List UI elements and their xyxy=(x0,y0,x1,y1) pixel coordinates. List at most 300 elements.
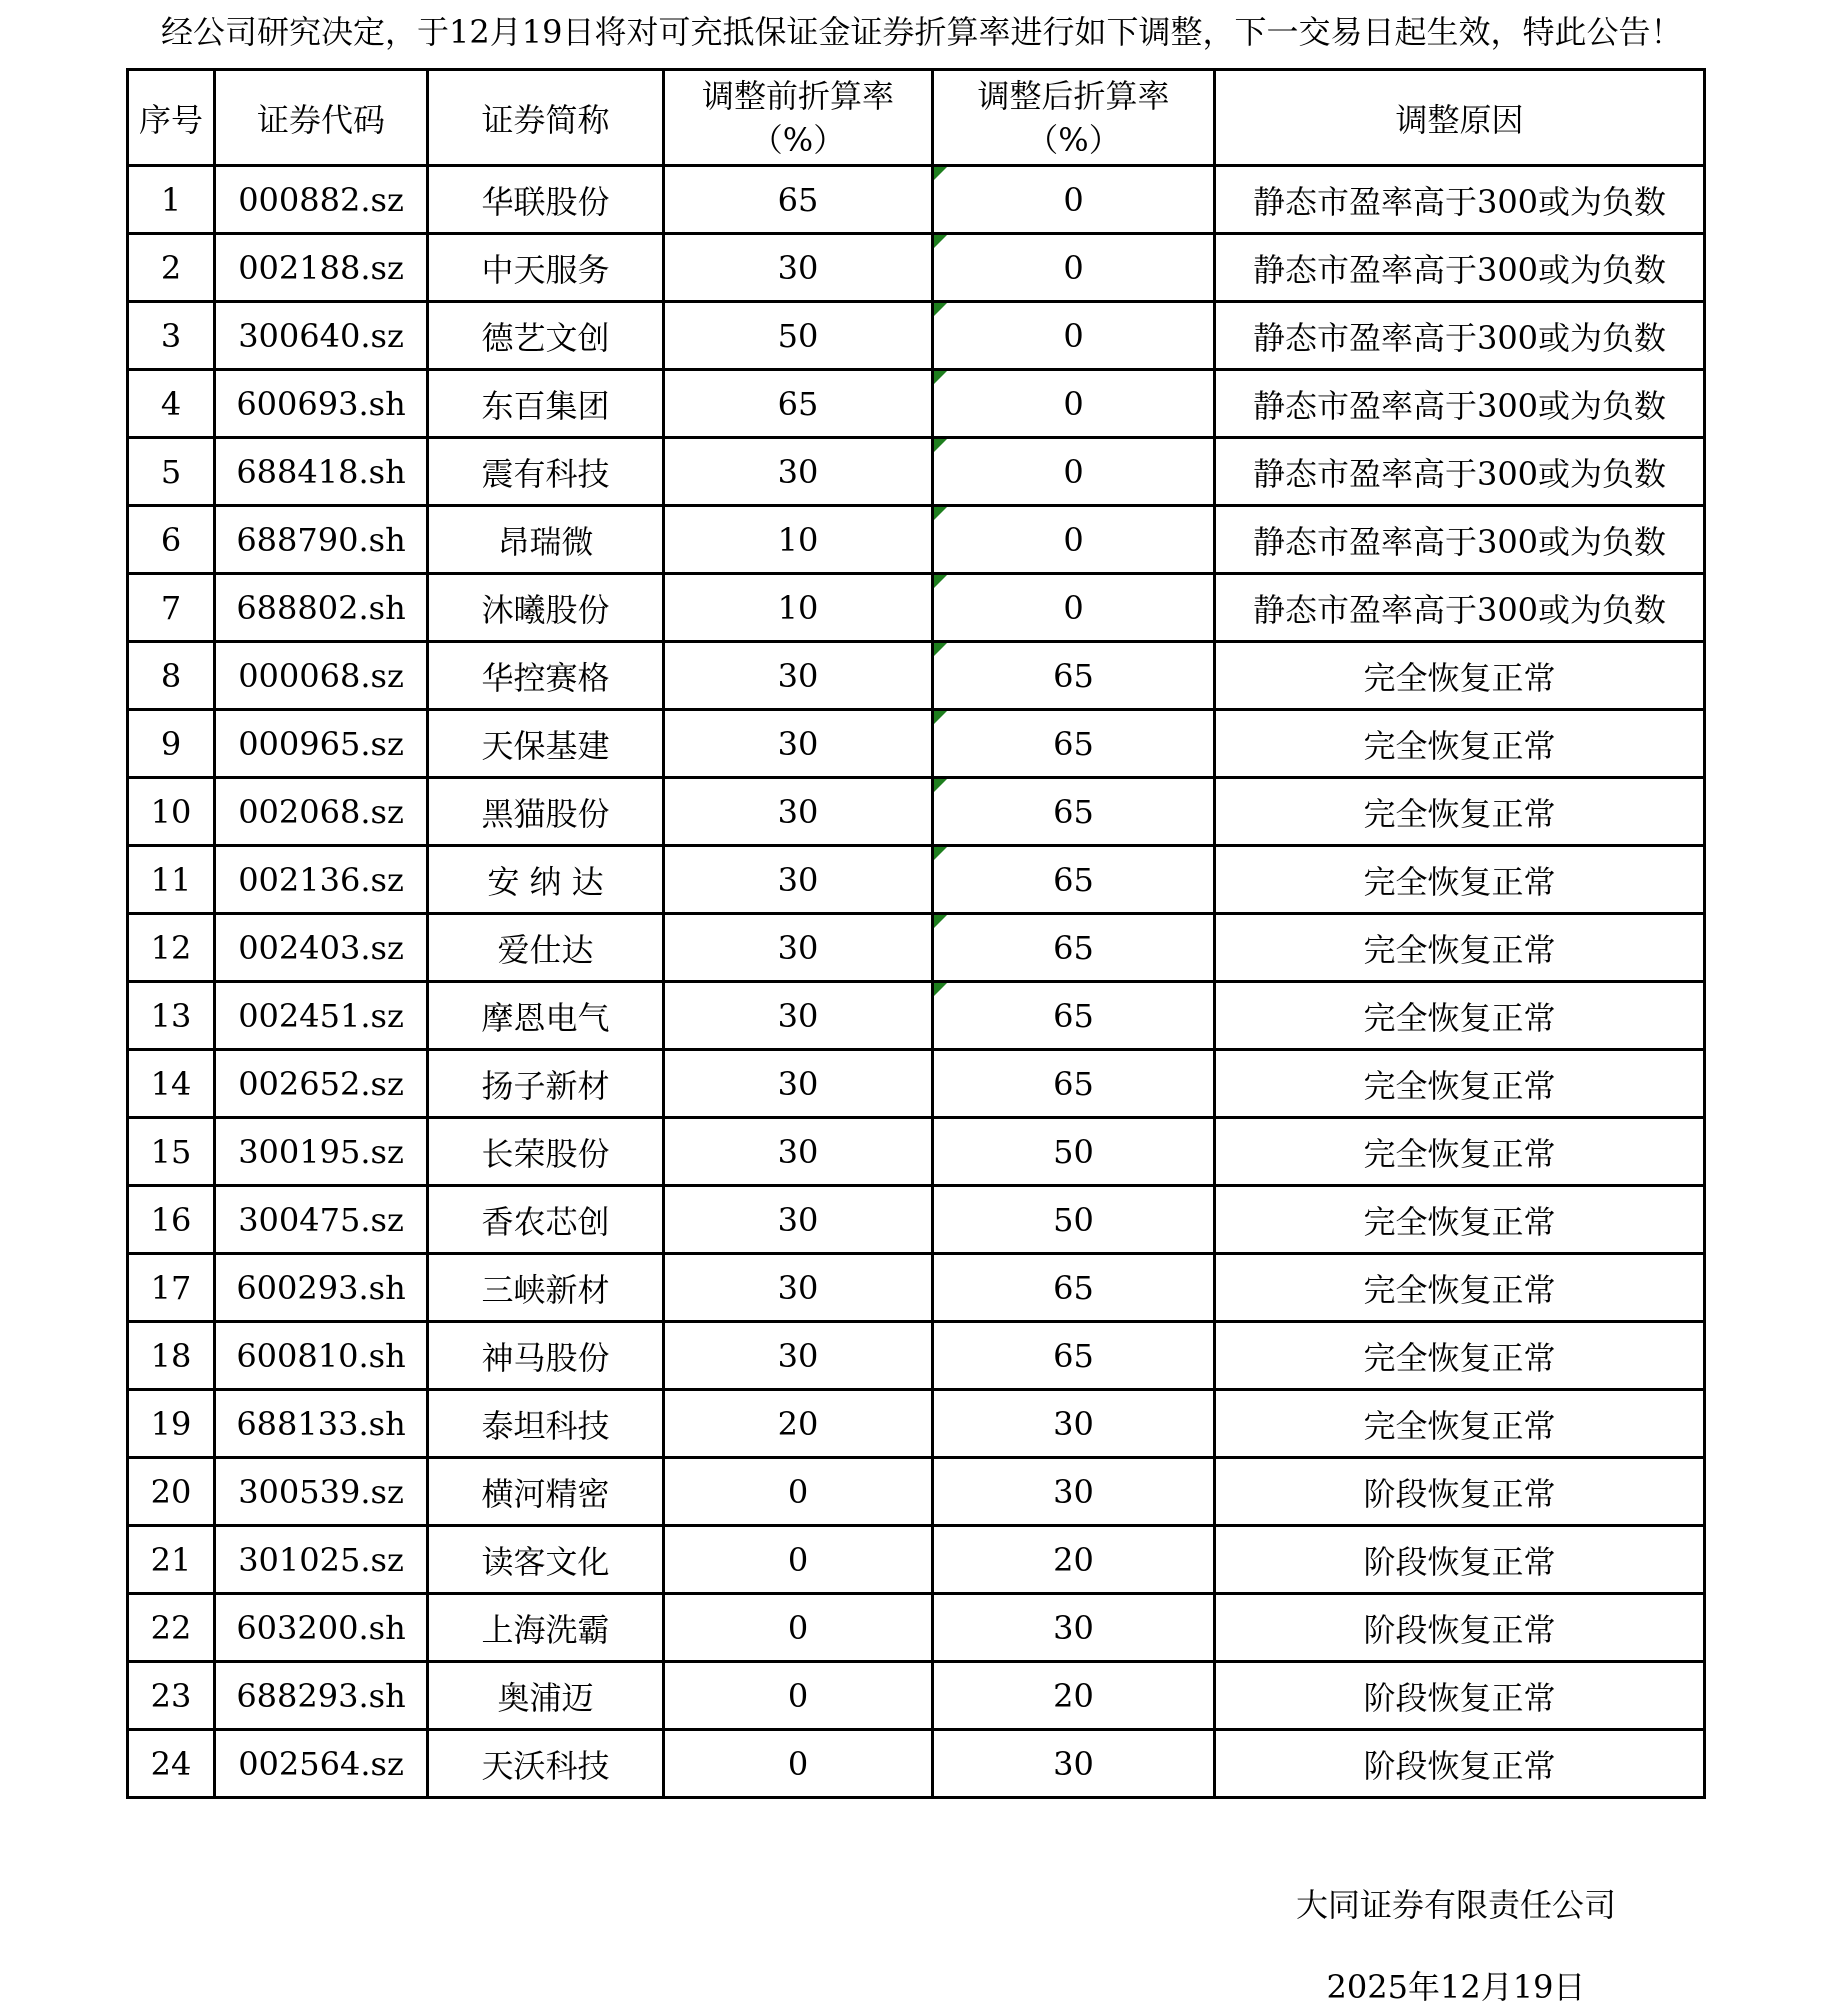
col-header-code xyxy=(215,70,428,166)
cell-no-value: 15 xyxy=(150,1132,192,1171)
cell-reason xyxy=(1215,370,1705,438)
cell-after-rate-value: 0 xyxy=(1063,588,1084,627)
cell-before-rate xyxy=(664,438,933,506)
cell-code-value: 300640.sz xyxy=(238,316,404,355)
cell-before-rate xyxy=(664,1050,933,1118)
cell-before-rate xyxy=(664,1118,933,1186)
cell-no-value: 9 xyxy=(160,724,182,763)
cell-reason-value: 静态市盈率高于300或为负数 xyxy=(1252,454,1667,493)
cell-after-rate-value: 65 xyxy=(1053,1336,1094,1375)
cell-after-rate-value: 0 xyxy=(1063,452,1084,491)
cell-before-rate-value: 30 xyxy=(777,656,819,695)
cell-before-rate xyxy=(664,302,933,370)
cell-name-value: 安 纳 达 xyxy=(487,862,604,901)
cell-name-value: 读客文化 xyxy=(481,1542,610,1581)
company-signature: 大同证券有限责任公司 xyxy=(1295,1886,1616,1924)
cell-code-value: 600810.sh xyxy=(236,1336,406,1375)
table-row xyxy=(128,1118,1705,1186)
cell-name xyxy=(428,642,664,710)
cell-reason xyxy=(1215,1186,1705,1254)
cell-no xyxy=(128,982,215,1050)
cell-reason-value: 完全恢复正常 xyxy=(1363,862,1556,901)
cell-name-value: 爱仕达 xyxy=(497,930,594,969)
cell-reason xyxy=(1215,302,1705,370)
cell-name-value: 泰坦科技 xyxy=(481,1406,610,1445)
cell-after-rate xyxy=(933,1118,1215,1186)
table-row xyxy=(128,506,1705,574)
flag-triangle-icon xyxy=(934,983,947,996)
cell-name xyxy=(428,1662,664,1730)
cell-code-value: 688790.sh xyxy=(236,520,406,559)
flag-triangle-icon xyxy=(934,439,947,452)
cell-code-value: 688802.sh xyxy=(236,588,406,627)
cell-name xyxy=(428,778,664,846)
cell-after-rate-value: 65 xyxy=(1053,1268,1094,1307)
cell-no xyxy=(128,506,215,574)
cell-after-rate-value: 65 xyxy=(1053,792,1094,831)
cell-code-value: 002068.sz xyxy=(238,792,404,831)
cell-after-rate xyxy=(933,778,1215,846)
cell-reason xyxy=(1215,234,1705,302)
cell-code-value: 000068.sz xyxy=(238,656,404,695)
cell-name-value: 震有科技 xyxy=(481,454,610,493)
col-header-no-label: 序号 xyxy=(138,100,203,139)
cell-after-rate-value: 65 xyxy=(1053,656,1094,695)
cell-no-value: 8 xyxy=(160,656,182,695)
cell-code-value: 301025.sz xyxy=(238,1540,404,1579)
flag-triangle-icon xyxy=(934,371,947,384)
cell-name-value: 黑猫股份 xyxy=(481,794,610,833)
signature-block xyxy=(1100,1880,1812,2008)
table-row xyxy=(128,1458,1705,1526)
cell-no-value: 22 xyxy=(150,1608,192,1647)
cell-code-value: 002652.sz xyxy=(238,1064,404,1103)
cell-before-rate xyxy=(664,574,933,642)
cell-code xyxy=(215,846,428,914)
flag-triangle-icon xyxy=(934,167,947,180)
col-header-after-rate-line2: （%） xyxy=(1026,120,1121,159)
cell-reason xyxy=(1215,1390,1705,1458)
col-header-code-label: 证券代码 xyxy=(256,100,385,139)
cell-code xyxy=(215,1526,428,1594)
announcement-date: 2025年12月19日 xyxy=(1326,1968,1586,2006)
cell-before-rate-value: 0 xyxy=(787,1540,809,1579)
cell-reason xyxy=(1215,1254,1705,1322)
cell-name xyxy=(428,1254,664,1322)
cell-reason xyxy=(1215,166,1705,234)
cell-after-rate xyxy=(933,914,1215,982)
cell-no xyxy=(128,1662,215,1730)
cell-name-value: 天保基建 xyxy=(481,726,610,765)
cell-before-rate-value: 0 xyxy=(787,1744,809,1783)
cell-code-value: 300475.sz xyxy=(238,1200,404,1239)
cell-reason xyxy=(1215,438,1705,506)
cell-before-rate-value: 0 xyxy=(787,1608,809,1647)
cell-after-rate xyxy=(933,1390,1215,1458)
cell-name-value: 华联股份 xyxy=(481,182,610,221)
cell-code-value: 300195.sz xyxy=(238,1132,404,1171)
cell-code xyxy=(215,1662,428,1730)
flag-triangle-icon xyxy=(934,303,947,316)
cell-before-rate-value: 30 xyxy=(777,1268,819,1307)
cell-code-value: 002188.sz xyxy=(238,248,404,287)
cell-before-rate-value: 30 xyxy=(777,1200,819,1239)
cell-reason-value: 完全恢复正常 xyxy=(1363,1406,1556,1445)
cell-after-rate xyxy=(933,574,1215,642)
cell-reason xyxy=(1215,982,1705,1050)
cell-no xyxy=(128,1254,215,1322)
cell-no xyxy=(128,642,215,710)
cell-name xyxy=(428,1322,664,1390)
cell-before-rate-value: 50 xyxy=(777,316,819,355)
cell-name xyxy=(428,1526,664,1594)
cell-no-value: 14 xyxy=(150,1064,192,1103)
table-row xyxy=(128,302,1705,370)
cell-after-rate xyxy=(933,1458,1215,1526)
cell-before-rate xyxy=(664,982,933,1050)
cell-before-rate xyxy=(664,370,933,438)
cell-reason xyxy=(1215,846,1705,914)
table-row xyxy=(128,982,1705,1050)
announcement-text: 经公司研究决定，于12月19日将对可充抵保证金证券折算率进行如下调整，下一交易日起生效，特此公告！ xyxy=(161,13,1683,51)
flag-triangle-icon xyxy=(934,915,947,928)
cell-reason-value: 完全恢复正常 xyxy=(1363,1134,1556,1173)
cell-after-rate-value: 0 xyxy=(1063,520,1084,559)
cell-code-value: 688133.sh xyxy=(236,1404,406,1443)
cell-reason-value: 完全恢复正常 xyxy=(1363,1338,1556,1377)
cell-no-value: 17 xyxy=(150,1268,192,1307)
cell-name-value: 奥浦迈 xyxy=(497,1678,594,1717)
cell-no xyxy=(128,914,215,982)
cell-no-value: 21 xyxy=(150,1540,192,1579)
cell-after-rate xyxy=(933,1186,1215,1254)
cell-name-value: 上海洗霸 xyxy=(481,1610,610,1649)
col-header-name xyxy=(428,70,664,166)
cell-no xyxy=(128,1458,215,1526)
cell-code xyxy=(215,302,428,370)
cell-after-rate xyxy=(933,710,1215,778)
cell-no xyxy=(128,778,215,846)
table-row xyxy=(128,710,1705,778)
cell-name xyxy=(428,982,664,1050)
cell-reason xyxy=(1215,710,1705,778)
cell-reason-value: 完全恢复正常 xyxy=(1363,1202,1556,1241)
cell-after-rate-value: 65 xyxy=(1053,996,1094,1035)
cell-code xyxy=(215,710,428,778)
cell-code xyxy=(215,1730,428,1798)
table-row xyxy=(128,438,1705,506)
cell-no xyxy=(128,166,215,234)
table-row xyxy=(128,642,1705,710)
cell-no-value: 4 xyxy=(160,384,182,423)
cell-reason xyxy=(1215,1662,1705,1730)
cell-after-rate xyxy=(933,506,1215,574)
cell-after-rate xyxy=(933,982,1215,1050)
cell-before-rate xyxy=(664,1594,933,1662)
table-row xyxy=(128,1322,1705,1390)
table-row xyxy=(128,1254,1705,1322)
cell-no xyxy=(128,1322,215,1390)
cell-name xyxy=(428,506,664,574)
cell-before-rate-value: 30 xyxy=(777,452,819,491)
cell-name xyxy=(428,1458,664,1526)
cell-code-value: 300539.sz xyxy=(238,1472,404,1511)
cell-before-rate xyxy=(664,1730,933,1798)
cell-code xyxy=(215,1458,428,1526)
cell-code xyxy=(215,574,428,642)
cell-reason xyxy=(1215,574,1705,642)
table-row xyxy=(128,370,1705,438)
table-row xyxy=(128,1594,1705,1662)
cell-no-value: 6 xyxy=(160,520,182,559)
cell-name xyxy=(428,846,664,914)
adjustment-table xyxy=(126,68,1706,1799)
table-row xyxy=(128,1526,1705,1594)
cell-name-value: 天沃科技 xyxy=(481,1746,610,1785)
cell-before-rate-value: 10 xyxy=(777,588,819,627)
cell-reason xyxy=(1215,1118,1705,1186)
cell-reason-value: 静态市盈率高于300或为负数 xyxy=(1252,522,1667,561)
col-header-after-rate xyxy=(933,70,1215,166)
col-header-no xyxy=(128,70,215,166)
cell-after-rate-value: 0 xyxy=(1063,316,1084,355)
cell-code xyxy=(215,166,428,234)
cell-after-rate xyxy=(933,234,1215,302)
cell-reason-value: 静态市盈率高于300或为负数 xyxy=(1252,182,1667,221)
cell-no-value: 11 xyxy=(150,860,192,899)
cell-after-rate-value: 30 xyxy=(1053,1472,1094,1511)
cell-name xyxy=(428,574,664,642)
cell-before-rate xyxy=(664,234,933,302)
cell-reason-value: 完全恢复正常 xyxy=(1363,930,1556,969)
cell-code-value: 688418.sh xyxy=(236,452,406,491)
cell-after-rate xyxy=(933,1050,1215,1118)
col-header-reason-label: 调整原因 xyxy=(1395,100,1524,139)
flag-triangle-icon xyxy=(934,847,947,860)
cell-reason xyxy=(1215,642,1705,710)
cell-no xyxy=(128,846,215,914)
cell-no xyxy=(128,1730,215,1798)
cell-name-value: 三峡新材 xyxy=(481,1270,610,1309)
table-row xyxy=(128,234,1705,302)
cell-code xyxy=(215,506,428,574)
cell-reason-value: 阶段恢复正常 xyxy=(1363,1542,1556,1581)
col-header-before-rate-line2: （%） xyxy=(750,120,846,159)
cell-code xyxy=(215,642,428,710)
cell-reason-value: 阶段恢复正常 xyxy=(1363,1678,1556,1717)
flag-triangle-icon xyxy=(934,643,947,656)
cell-after-rate xyxy=(933,166,1215,234)
cell-name xyxy=(428,914,664,982)
cell-no-value: 19 xyxy=(150,1404,192,1443)
cell-before-rate xyxy=(664,1322,933,1390)
cell-no-value: 1 xyxy=(160,180,182,219)
cell-before-rate-value: 30 xyxy=(777,1064,819,1103)
cell-reason xyxy=(1215,1458,1705,1526)
cell-code xyxy=(215,982,428,1050)
cell-reason-value: 阶段恢复正常 xyxy=(1363,1474,1556,1513)
cell-code-value: 002136.sz xyxy=(238,860,404,899)
cell-code-value: 002564.sz xyxy=(238,1744,404,1783)
table-header-row xyxy=(128,70,1705,166)
cell-after-rate-value: 50 xyxy=(1053,1200,1094,1239)
cell-name xyxy=(428,234,664,302)
col-header-before-rate-line1: 调整前折算率 xyxy=(701,76,894,115)
cell-code xyxy=(215,914,428,982)
cell-name xyxy=(428,438,664,506)
cell-no xyxy=(128,1526,215,1594)
cell-before-rate xyxy=(664,778,933,846)
cell-no xyxy=(128,438,215,506)
table-row xyxy=(128,1662,1705,1730)
flag-triangle-icon xyxy=(934,575,947,588)
cell-code-value: 002451.sz xyxy=(238,996,404,1035)
cell-no-value: 18 xyxy=(150,1336,192,1375)
cell-after-rate-value: 0 xyxy=(1063,384,1084,423)
cell-before-rate xyxy=(664,1186,933,1254)
cell-no-value: 10 xyxy=(150,792,192,831)
cell-after-rate-value: 0 xyxy=(1063,180,1084,219)
cell-code xyxy=(215,1186,428,1254)
cell-no-value: 5 xyxy=(160,452,182,491)
cell-before-rate xyxy=(664,846,933,914)
cell-before-rate xyxy=(664,914,933,982)
cell-reason xyxy=(1215,914,1705,982)
cell-code xyxy=(215,1322,428,1390)
table-row xyxy=(128,846,1705,914)
cell-no xyxy=(128,1186,215,1254)
table-row xyxy=(128,1050,1705,1118)
cell-no-value: 13 xyxy=(150,996,192,1035)
cell-reason-value: 完全恢复正常 xyxy=(1363,794,1556,833)
cell-after-rate-value: 30 xyxy=(1053,1404,1094,1443)
cell-no-value: 3 xyxy=(160,316,182,355)
cell-before-rate xyxy=(664,1662,933,1730)
cell-code xyxy=(215,1050,428,1118)
cell-name xyxy=(428,302,664,370)
cell-before-rate-value: 65 xyxy=(777,384,819,423)
cell-name xyxy=(428,1186,664,1254)
cell-before-rate xyxy=(664,1390,933,1458)
cell-reason-value: 静态市盈率高于300或为负数 xyxy=(1252,590,1667,629)
cell-after-rate xyxy=(933,1662,1215,1730)
cell-before-rate xyxy=(664,1458,933,1526)
cell-no-value: 16 xyxy=(150,1200,192,1239)
cell-code xyxy=(215,1254,428,1322)
cell-before-rate-value: 30 xyxy=(777,248,819,287)
cell-name-value: 横河精密 xyxy=(481,1474,610,1513)
cell-before-rate xyxy=(664,166,933,234)
cell-before-rate-value: 30 xyxy=(777,860,819,899)
cell-after-rate xyxy=(933,1594,1215,1662)
cell-after-rate-value: 50 xyxy=(1053,1132,1094,1171)
col-header-after-rate-line1: 调整后折算率 xyxy=(977,76,1170,115)
table-row xyxy=(128,574,1705,642)
cell-before-rate-value: 30 xyxy=(777,1132,819,1171)
table-row xyxy=(128,1730,1705,1798)
cell-after-rate-value: 65 xyxy=(1053,928,1094,967)
cell-no-value: 23 xyxy=(150,1676,192,1715)
cell-reason-value: 静态市盈率高于300或为负数 xyxy=(1252,386,1667,425)
cell-code-value: 000965.sz xyxy=(238,724,404,763)
cell-name-value: 沐曦股份 xyxy=(481,590,610,629)
cell-no xyxy=(128,234,215,302)
cell-no xyxy=(128,710,215,778)
col-header-reason xyxy=(1215,70,1705,166)
cell-before-rate-value: 65 xyxy=(777,180,819,219)
cell-reason xyxy=(1215,1322,1705,1390)
cell-no-value: 12 xyxy=(150,928,192,967)
cell-no xyxy=(128,370,215,438)
cell-name-value: 中天服务 xyxy=(481,250,610,289)
cell-after-rate xyxy=(933,438,1215,506)
cell-after-rate xyxy=(933,1526,1215,1594)
flag-triangle-icon xyxy=(934,507,947,520)
cell-name-value: 摩恩电气 xyxy=(481,998,610,1037)
flag-triangle-icon xyxy=(934,779,947,792)
cell-no xyxy=(128,1594,215,1662)
cell-name-value: 华控赛格 xyxy=(481,658,610,697)
cell-reason-value: 静态市盈率高于300或为负数 xyxy=(1252,318,1667,357)
cell-after-rate-value: 30 xyxy=(1053,1608,1094,1647)
cell-reason xyxy=(1215,506,1705,574)
cell-before-rate-value: 30 xyxy=(777,724,819,763)
table-row xyxy=(128,1390,1705,1458)
cell-after-rate xyxy=(933,642,1215,710)
cell-reason xyxy=(1215,778,1705,846)
cell-code xyxy=(215,778,428,846)
cell-name xyxy=(428,1118,664,1186)
cell-before-rate xyxy=(664,1526,933,1594)
cell-after-rate-value: 65 xyxy=(1053,1064,1094,1103)
cell-code-value: 002403.sz xyxy=(238,928,404,967)
cell-after-rate xyxy=(933,1322,1215,1390)
cell-after-rate xyxy=(933,846,1215,914)
cell-before-rate-value: 30 xyxy=(777,928,819,967)
col-header-name-label: 证券简称 xyxy=(481,100,610,139)
table-body xyxy=(128,166,1705,1798)
cell-name xyxy=(428,1050,664,1118)
cell-code xyxy=(215,1390,428,1458)
cell-reason xyxy=(1215,1050,1705,1118)
cell-code xyxy=(215,234,428,302)
cell-reason-value: 阶段恢复正常 xyxy=(1363,1610,1556,1649)
cell-name xyxy=(428,370,664,438)
cell-no-value: 2 xyxy=(160,248,182,287)
cell-code xyxy=(215,1594,428,1662)
cell-code-value: 600693.sh xyxy=(236,384,406,423)
cell-reason-value: 完全恢复正常 xyxy=(1363,998,1556,1037)
cell-no xyxy=(128,1390,215,1458)
table-row xyxy=(128,166,1705,234)
cell-reason xyxy=(1215,1730,1705,1798)
cell-no xyxy=(128,1118,215,1186)
cell-name-value: 扬子新材 xyxy=(481,1066,610,1105)
cell-before-rate-value: 0 xyxy=(787,1676,809,1715)
cell-name-value: 长荣股份 xyxy=(481,1134,610,1173)
cell-before-rate xyxy=(664,506,933,574)
cell-before-rate-value: 10 xyxy=(777,520,819,559)
table-row xyxy=(128,778,1705,846)
cell-after-rate-value: 0 xyxy=(1063,248,1084,287)
cell-reason-value: 完全恢复正常 xyxy=(1363,726,1556,765)
cell-name xyxy=(428,1730,664,1798)
cell-before-rate-value: 30 xyxy=(777,996,819,1035)
cell-reason xyxy=(1215,1594,1705,1662)
cell-before-rate xyxy=(664,710,933,778)
cell-after-rate-value: 20 xyxy=(1053,1540,1094,1579)
cell-after-rate-value: 30 xyxy=(1053,1744,1094,1783)
